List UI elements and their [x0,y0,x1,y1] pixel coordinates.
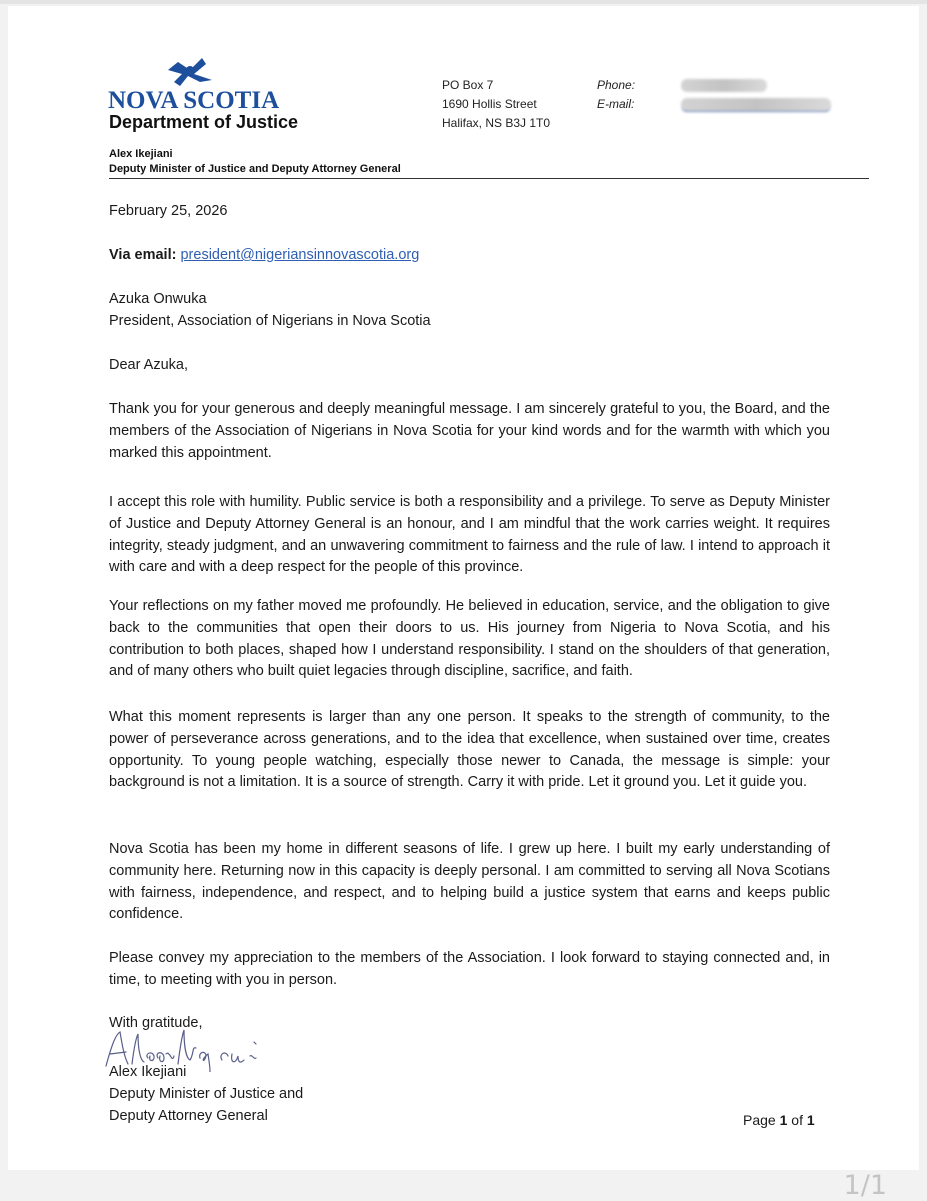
crest-icon [168,58,212,86]
letter-page [8,6,919,1170]
mailing-address [442,76,550,133]
paragraph: Please convey my appreciation to the members of the Association. I look forward to staying connected and, in time, to meeting with you in person. [109,950,830,988]
closing-signature-block [109,1062,830,1127]
phone-label: Phone: [597,78,636,92]
page-of: of [787,1112,807,1128]
header-divider [109,178,869,179]
logo-wordmark: NOVA SCOTIA [108,87,280,112]
paragraph: Your reflections on my father moved me profoundly. He believed in education, service, and the obligation to give back to the communities that open their doors to us. His journey from Nigeria to Nova Scotia, and his contribution to both places, shaped how I understand responsibility. I stand on the shoulders of that generation, and of many others who built quiet legacies through discipline, sacrifice, and faith. [109,598,830,680]
signer-name: Alex Ikejiani [109,148,173,160]
closing: With gratitude, [109,1015,203,1031]
page-current: 1 [779,1112,788,1128]
viewer-page-counter: 1/1 [843,1170,887,1201]
email-label: E-mail: [597,97,635,111]
recipient-email-link[interactable]: president@nigeriansinnovascotia.org [180,247,420,263]
phone-redacted [681,79,767,92]
phone-row [597,76,635,95]
email-row [597,95,635,114]
paragraph: What this moment represents is larger than any one person. It speaks to the strength of community, to the power of perseverance across generations, and to the idea that excellence, when sustained over time, creates opportunity. To young people watching, especially those newer to Canada, the message is simple: your background is not a limitation. It is a source of strength. Carry it with pride. Let it ground you. Let it guide you. [109,709,830,791]
recipient-block [109,289,830,333]
department-name: Department of Justice [109,112,299,132]
signer-title: Deputy Minister of Justice and Deputy Attorney General [109,163,401,175]
address-line: 1690 Hollis Street [442,97,537,111]
signer-header [109,147,401,177]
address-line: PO Box 7 [442,78,494,92]
page-total: 1 [806,1112,815,1128]
viewer-top-bar [0,0,927,4]
closing-title: Deputy Attorney General [109,1107,268,1124]
via-email-label: Via email: [109,247,177,263]
nova-scotia-logo [108,56,288,112]
contact-block [597,76,635,114]
via-email-line [109,245,830,267]
paragraph: I accept this role with humility. Public service is both a responsibility and a privilege. To serve as Deputy Minister of Justice and Deputy Attorney General is an honour, and I am mindful that the work carries weight. It requires integrity, steady judgment, and an unwavering commitment to fairness and the rule of law. I intend to approach it with care and with a deep respect for the people of this province. [109,494,830,576]
closing-name: Alex Ikejiani [109,1064,187,1080]
recipient-name: Azuka Onwuka [109,291,207,307]
paragraph: Thank you for your generous and deeply meaningful message. I am sincerely grateful to you, the Board, and the members of the Association of Nigerians in Nova Scotia for your kind words and for the warmth with which you marked this appointment. [109,401,830,461]
address-line: Halifax, NS B3J 1T0 [442,116,551,130]
paragraph: Nova Scotia has been my home in different seasons of life. I grew up here. I built my early understanding of community here. Returning now in this capacity is deeply personal. I am committed to serving all Nova Scotians with fairness, independence, and respect, and to helping build a justice system that earns and keeps public confidence. [109,841,830,923]
page-number [743,1112,815,1128]
page-prefix: Page [743,1112,780,1128]
closing-title: Deputy Minister of Justice and [109,1085,304,1102]
recipient-title: President, Association of Nigerians in Nova Scotia [109,312,431,329]
salutation: Dear Azuka, [109,357,188,373]
email-redacted [681,98,831,112]
letter-date: February 25, 2026 [109,203,228,219]
